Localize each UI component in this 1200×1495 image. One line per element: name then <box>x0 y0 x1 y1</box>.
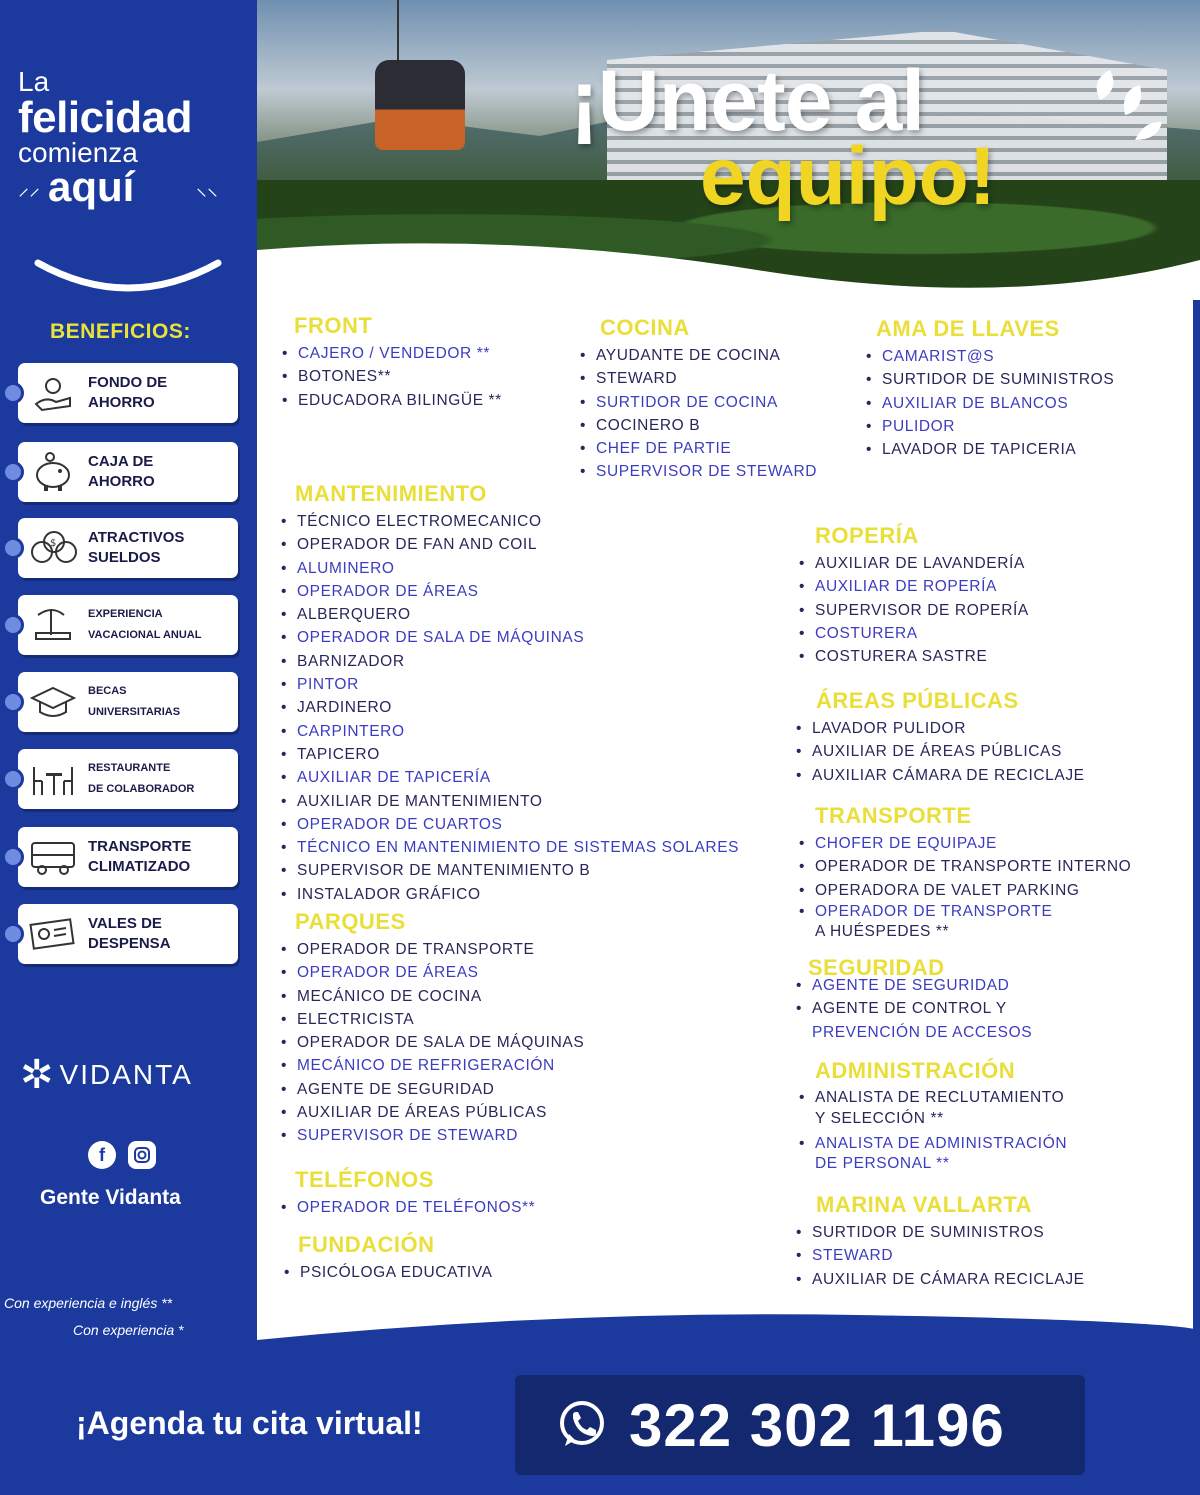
list-item: • STEWARD <box>796 1244 1085 1267</box>
list-item: • STEWARD <box>580 367 817 390</box>
list-item: • AUXILIAR DE ROPERÍA <box>799 575 1029 598</box>
phone-number: 322 302 1196 <box>629 1391 1005 1459</box>
list-item: • ANALISTA DE RECLUTAMIENTO <box>799 1087 1067 1108</box>
list-item: • CHEF DE PARTIE <box>580 437 817 460</box>
section-title: TRANSPORTE <box>815 803 972 828</box>
section-title: AMA DE LLAVES <box>876 316 1060 341</box>
list-item: • OPERADOR DE TELÉFONOS** <box>281 1196 535 1219</box>
list-item: • PULIDOR <box>866 415 1114 438</box>
section-title: COCINA <box>600 315 690 340</box>
section-title: MARINA VALLARTA <box>816 1192 1033 1217</box>
benefits-title: BENEFICIOS: <box>50 320 191 343</box>
section-transporte <box>799 804 1131 942</box>
list-item: • TÉCNICO EN MANTENIMIENTO DE SISTEMAS SOLARES <box>281 836 739 859</box>
instagram-icon[interactable] <box>128 1141 156 1169</box>
cable-car-image <box>375 60 465 150</box>
list-item: • PINTOR <box>281 673 739 696</box>
list-item: • CARPINTERO <box>281 720 739 743</box>
brand-logo <box>20 1052 193 1098</box>
list-item: • ALUMINERO <box>281 557 739 580</box>
list-item: • AUXILIAR DE BLANCOS <box>866 392 1114 415</box>
money-icon <box>18 528 88 568</box>
list-item: • OPERADOR DE CUARTOS <box>281 813 739 836</box>
smile-icon <box>28 258 228 298</box>
section-fundacion <box>284 1233 493 1284</box>
list-item: • COCINERO B <box>580 414 817 437</box>
list-item: • AUXILIAR DE LAVANDERÍA <box>799 552 1029 575</box>
list-item: • COSTURERA <box>799 622 1029 645</box>
list-item: • AGENTE DE SEGURIDAD <box>281 1078 584 1101</box>
list-item: • MECÁNICO DE COCINA <box>281 985 584 1008</box>
list-item: • OPERADORA DE VALET PARKING <box>799 879 1131 902</box>
beach-icon <box>18 605 88 645</box>
list-item: • JARDINERO <box>281 696 739 719</box>
section-roperia <box>799 524 1029 668</box>
social-handle: Gente Vidanta <box>40 1186 181 1209</box>
section-title: ÁREAS PÚBLICAS <box>816 688 1019 713</box>
list-item: • AUXILIAR DE ÁREAS PÚBLICAS <box>281 1101 584 1124</box>
section-mantenimiento <box>281 482 739 906</box>
benefit-label: CAJA DE AHORRO <box>88 453 155 490</box>
list-item: • OPERADOR DE SALA DE MÁQUINAS <box>281 626 739 649</box>
section-telefonos <box>281 1168 535 1219</box>
list-item: • CHOFER DE EQUIPAJE <box>799 832 1131 855</box>
section-title: FRONT <box>294 313 373 338</box>
phone-box[interactable] <box>515 1375 1085 1475</box>
splash-icon <box>1080 60 1170 150</box>
benefit-label: BECAS UNIVERSITARIAS <box>88 685 181 718</box>
list-item: • OPERADOR DE TRANSPORTE <box>281 938 584 961</box>
list-item: • SUPERVISOR DE MANTENIMIENTO B <box>281 859 739 882</box>
section-administracion <box>799 1059 1067 1174</box>
benefit-label: FONDO DE AHORRO <box>88 374 168 411</box>
list-item: • CAMARIST@S <box>866 345 1114 368</box>
note-experience: Con experiencia * <box>73 1322 184 1338</box>
benefit-card <box>18 518 238 578</box>
hero-title-line1: ¡Unete al <box>570 53 925 149</box>
benefit-label: TRANSPORTE CLIMATIZADO <box>88 838 192 875</box>
note-experience-english: Con experiencia e inglés ** <box>4 1295 173 1311</box>
section-parques <box>281 910 584 1148</box>
benefit-card <box>18 442 238 502</box>
list-item: • CAJERO / VENDEDOR ** <box>282 342 502 365</box>
restaurant-table-icon <box>18 759 88 799</box>
benefit-card <box>18 904 238 964</box>
social-links <box>88 1141 156 1169</box>
section-title: MANTENIMIENTO <box>295 481 487 506</box>
cta-text: ¡Agenda tu cita virtual! <box>76 1405 423 1441</box>
list-item: • SURTIDOR DE COCINA <box>580 391 817 414</box>
vidanta-star-icon: ✲ <box>20 1052 54 1098</box>
benefit-card <box>18 672 238 732</box>
svg-text:$: $ <box>50 538 57 549</box>
section-front <box>282 314 502 412</box>
section-title: ROPERÍA <box>815 523 919 548</box>
benefit-label: RESTAURANTE DE COLABORADOR <box>88 762 195 795</box>
section-title: TELÉFONOS <box>295 1167 434 1192</box>
list-item: • ALBERQUERO <box>281 603 739 626</box>
brand-name: VIDANTA <box>59 1059 193 1090</box>
list-item: • ANALISTA DE ADMINISTRACIÓN <box>799 1133 1067 1154</box>
benefit-label: EXPERIENCIA VACACIONAL ANUAL <box>88 608 202 641</box>
logo-line4: aquí <box>48 163 135 210</box>
whatsapp-icon <box>555 1398 609 1452</box>
list-item: • OPERADOR DE ÁREAS <box>281 580 739 603</box>
bus-icon <box>18 837 88 877</box>
section-title: SEGURIDAD <box>808 955 945 980</box>
section-seguridad <box>796 956 1032 1044</box>
list-item: • BARNIZADOR <box>281 650 739 673</box>
list-item: • OPERADOR DE ÁREAS <box>281 961 584 984</box>
list-item: • SUPERVISOR DE STEWARD <box>580 460 817 483</box>
benefit-card <box>18 827 238 887</box>
section-areas-publicas <box>796 689 1085 787</box>
list-item: • INSTALADOR GRÁFICO <box>281 883 739 906</box>
section-marina-vallarta <box>796 1193 1085 1291</box>
list-item: • COSTURERA SASTRE <box>799 645 1029 668</box>
logo <box>18 68 243 214</box>
benefit-card <box>18 749 238 809</box>
splash-icon: ⸜⸜ <box>196 176 219 201</box>
list-item: • AGENTE DE SEGURIDAD <box>796 974 1032 997</box>
sidebar <box>0 0 257 1340</box>
benefit-label: VALES DE DESPENSA <box>88 915 171 952</box>
list-item: • LAVADOR DE TAPICERIA <box>866 438 1114 461</box>
benefit-card <box>18 595 238 655</box>
graduation-cap-icon <box>18 682 88 722</box>
savings-hand-icon <box>18 372 88 414</box>
list-item: • AYUDANTE DE COCINA <box>580 344 817 367</box>
list-item: • SUPERVISOR DE ROPERÍA <box>799 599 1029 622</box>
list-item: • SUPERVISOR DE STEWARD <box>281 1124 584 1147</box>
section-title: FUNDACIÓN <box>298 1232 435 1257</box>
list-item: • ELECTRICISTA <box>281 1008 584 1031</box>
list-item: • SURTIDOR DE SUMINISTROS <box>866 368 1114 391</box>
benefit-card <box>18 363 238 423</box>
list-item: • OPERADOR DE FAN AND COIL <box>281 533 739 556</box>
list-item: • PSICÓLOGA EDUCATIVA <box>284 1261 493 1284</box>
list-item: • AUXILIAR DE ÁREAS PÚBLICAS <box>796 740 1085 763</box>
list-item: • TAPICERO <box>281 743 739 766</box>
list-item: • EDUCADORA BILINGÜE ** <box>282 389 502 412</box>
list-item-continuation: A HUÉSPEDES ** <box>815 922 950 940</box>
list-item-continuation: DE PERSONAL ** <box>815 1155 950 1172</box>
list-item: • AGENTE DE CONTROL Y <box>796 997 1032 1020</box>
list-item: • SURTIDOR DE SUMINISTROS <box>796 1221 1085 1244</box>
hero-title-line2: equipo! <box>700 131 997 222</box>
list-item: • OPERADOR DE TRANSPORTE INTERNO <box>799 855 1131 878</box>
benefit-label: ATRACTIVOS SUELDOS <box>88 529 185 566</box>
section-cocina <box>580 316 817 484</box>
list-item: • AUXILIAR DE CÁMARA RECICLAJE <box>796 1268 1085 1291</box>
logo-line2: felicidad <box>18 93 192 142</box>
list-item: • OPERADOR DE SALA DE MÁQUINAS <box>281 1031 584 1054</box>
list-item: • OPERADOR DE TRANSPORTE <box>799 902 1131 922</box>
section-title: PARQUES <box>295 909 406 934</box>
list-item-continuation: Y SELECCIÓN ** <box>815 1110 944 1127</box>
facebook-icon[interactable]: f <box>88 1141 116 1169</box>
list-item: • AUXILIAR DE MANTENIMIENTO <box>281 790 739 813</box>
section-ama-de-llaves <box>866 317 1114 461</box>
splash-icon: ⸝⸝ <box>18 176 41 201</box>
logo-line3: comienza <box>18 137 138 168</box>
list-item: • AUXILIAR DE TAPICERÍA <box>281 766 739 789</box>
voucher-icon <box>18 914 88 954</box>
section-title: ADMINISTRACIÓN <box>815 1058 1016 1083</box>
logo-line1: La <box>18 66 50 97</box>
list-item: • AUXILIAR CÁMARA DE RECICLAJE <box>796 764 1085 787</box>
list-item: • LAVADOR PULIDOR <box>796 717 1085 740</box>
list-item: • TÉCNICO ELECTROMECANICO <box>281 510 739 533</box>
list-item: • BOTONES** <box>282 365 502 388</box>
list-item-continuation: PREVENCIÓN DE ACCESOS <box>812 1023 1033 1041</box>
list-item: • MECÁNICO DE REFRIGERACIÓN <box>281 1054 584 1077</box>
piggy-bank-icon <box>18 451 88 493</box>
